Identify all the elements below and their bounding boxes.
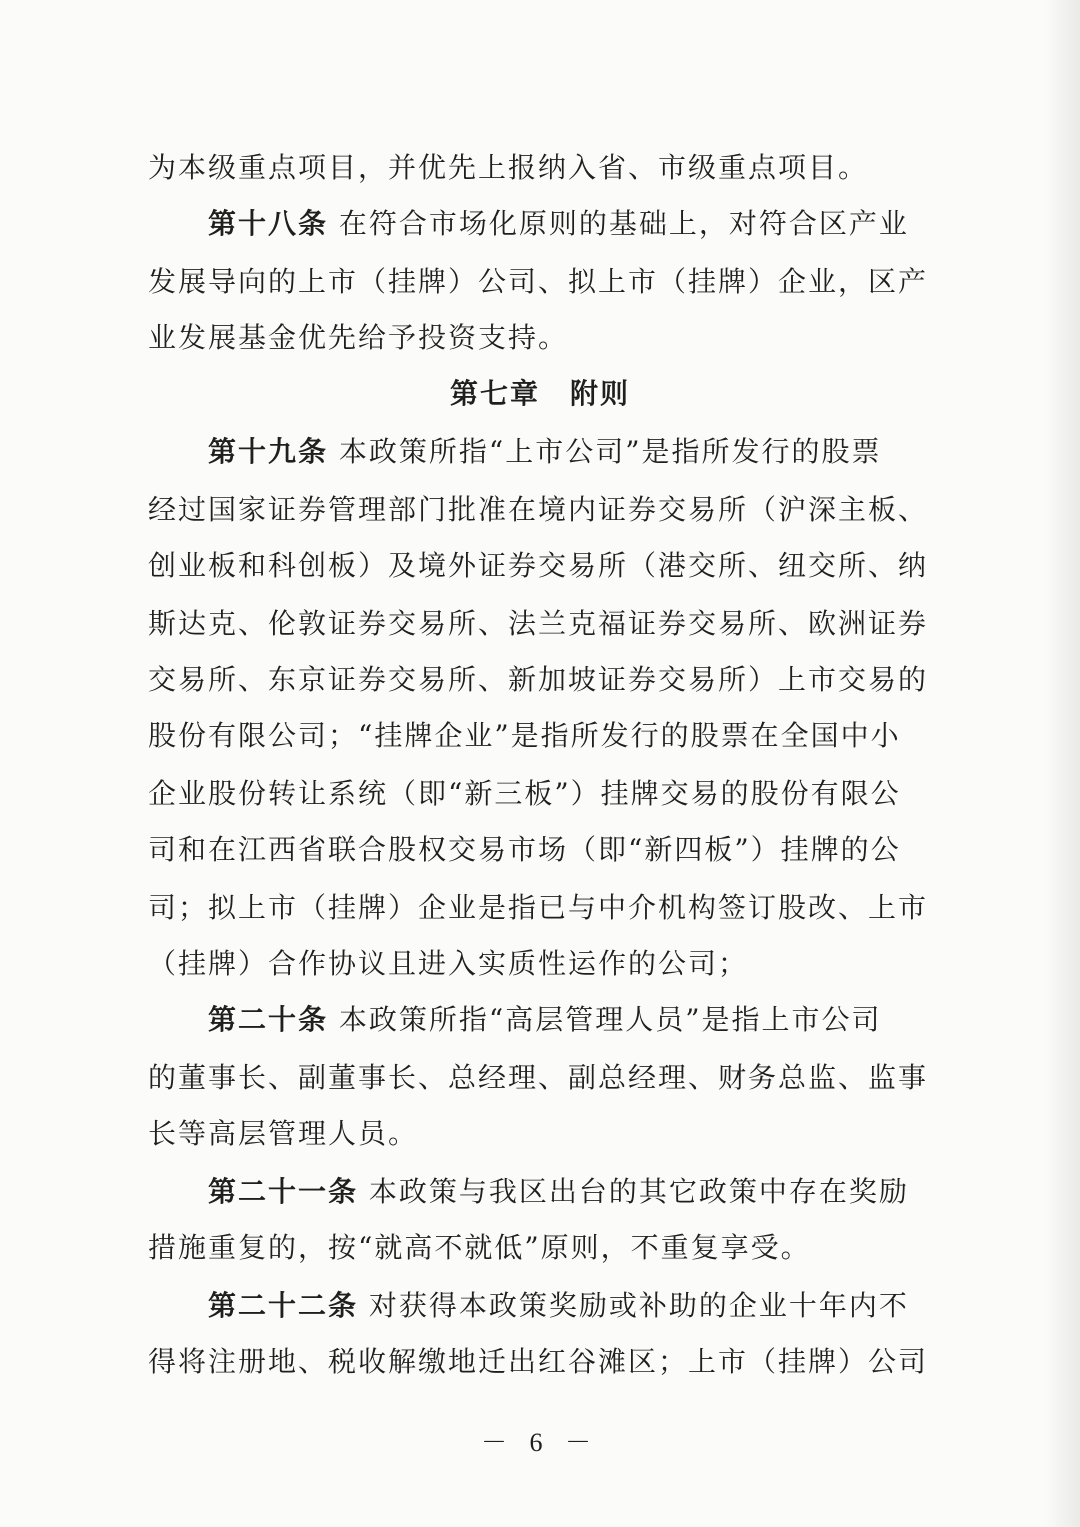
text-line-23: 措施重复的，按“就高不就低”原则，不重复享受。 <box>148 1231 811 1264</box>
text-line-26: 得将注册地、税收解缴地迁出红谷滩区；上市（挂牌）公司 <box>148 1345 929 1378</box>
article-22-text: 对获得本政策奖励或补助的企业十年内不 <box>368 1289 909 1322</box>
text-line-11: 交易所、东京证券交易所、新加坡证券交易所）上市交易的 <box>148 663 929 696</box>
article-18-heading: 第十八条 <box>208 207 329 240</box>
article-20-heading: 第二十条 <box>208 1003 329 1036</box>
article-19-heading: 第十九条 <box>208 435 329 468</box>
article-22-line-1 <box>208 1286 968 1326</box>
article-19-line-1 <box>208 432 968 472</box>
article-21-heading: 第二十一条 <box>208 1175 359 1208</box>
article-22-heading: 第二十二条 <box>208 1289 359 1322</box>
text-line-10: 斯达克、伦敦证券交易所、法兰克福证券交易所、欧洲证券 <box>148 607 929 640</box>
article-20-text: 本政策所指“高层管理人员”是指上市公司 <box>338 1003 882 1036</box>
article-20-line-1 <box>208 1000 968 1040</box>
text-line-20: 长等高层管理人员。 <box>148 1117 419 1150</box>
text-line-14: 司和在江西省联合股权交易市场（即“新四板”）挂牌的公 <box>148 833 901 866</box>
article-18-text: 在符合市场化原则的基础上，对符合区产业 <box>338 207 909 240</box>
scan-edge-shadow <box>1044 0 1080 1527</box>
article-21-text: 本政策与我区出台的其它政策中存在奖励 <box>368 1175 909 1208</box>
text-line-8: 经过国家证券管理部门批准在境内证券交易所（沪深主板、 <box>148 493 929 526</box>
text-line-16: （挂牌）合作协议且进入实质性运作的公司； <box>148 947 749 980</box>
article-18-line-1 <box>208 204 968 244</box>
text-line-19: 的董事长、副董事长、总经理、副总经理、财务总监、监事 <box>148 1061 929 1094</box>
text-line-12: 股份有限公司；“挂牌企业”是指所发行的股票在全国中小 <box>148 719 901 752</box>
text-line-1: 为本级重点项目，并优先上报纳入省、市级重点项目。 <box>148 151 869 184</box>
chapter-7-heading: 第七章 附则 <box>449 377 630 410</box>
article-21-line-1 <box>208 1172 968 1212</box>
page-number: － 6 － <box>480 1428 599 1457</box>
text-line-15: 司；拟上市（挂牌）企业是指已与中介机构签订股改、上市 <box>148 891 929 924</box>
text-line-13: 企业股份转让系统（即“新三板”）挂牌交易的股份有限公 <box>148 777 901 810</box>
text-line-3: 发展导向的上市（挂牌）公司、拟上市（挂牌）企业，区产 <box>148 265 929 298</box>
text-line-9: 创业板和科创板）及境外证券交易所（港交所、纽交所、纳 <box>148 549 929 582</box>
article-19-text: 本政策所指“上市公司”是指所发行的股票 <box>338 435 882 468</box>
text-line-4: 业发展基金优先给予投资支持。 <box>148 321 569 354</box>
